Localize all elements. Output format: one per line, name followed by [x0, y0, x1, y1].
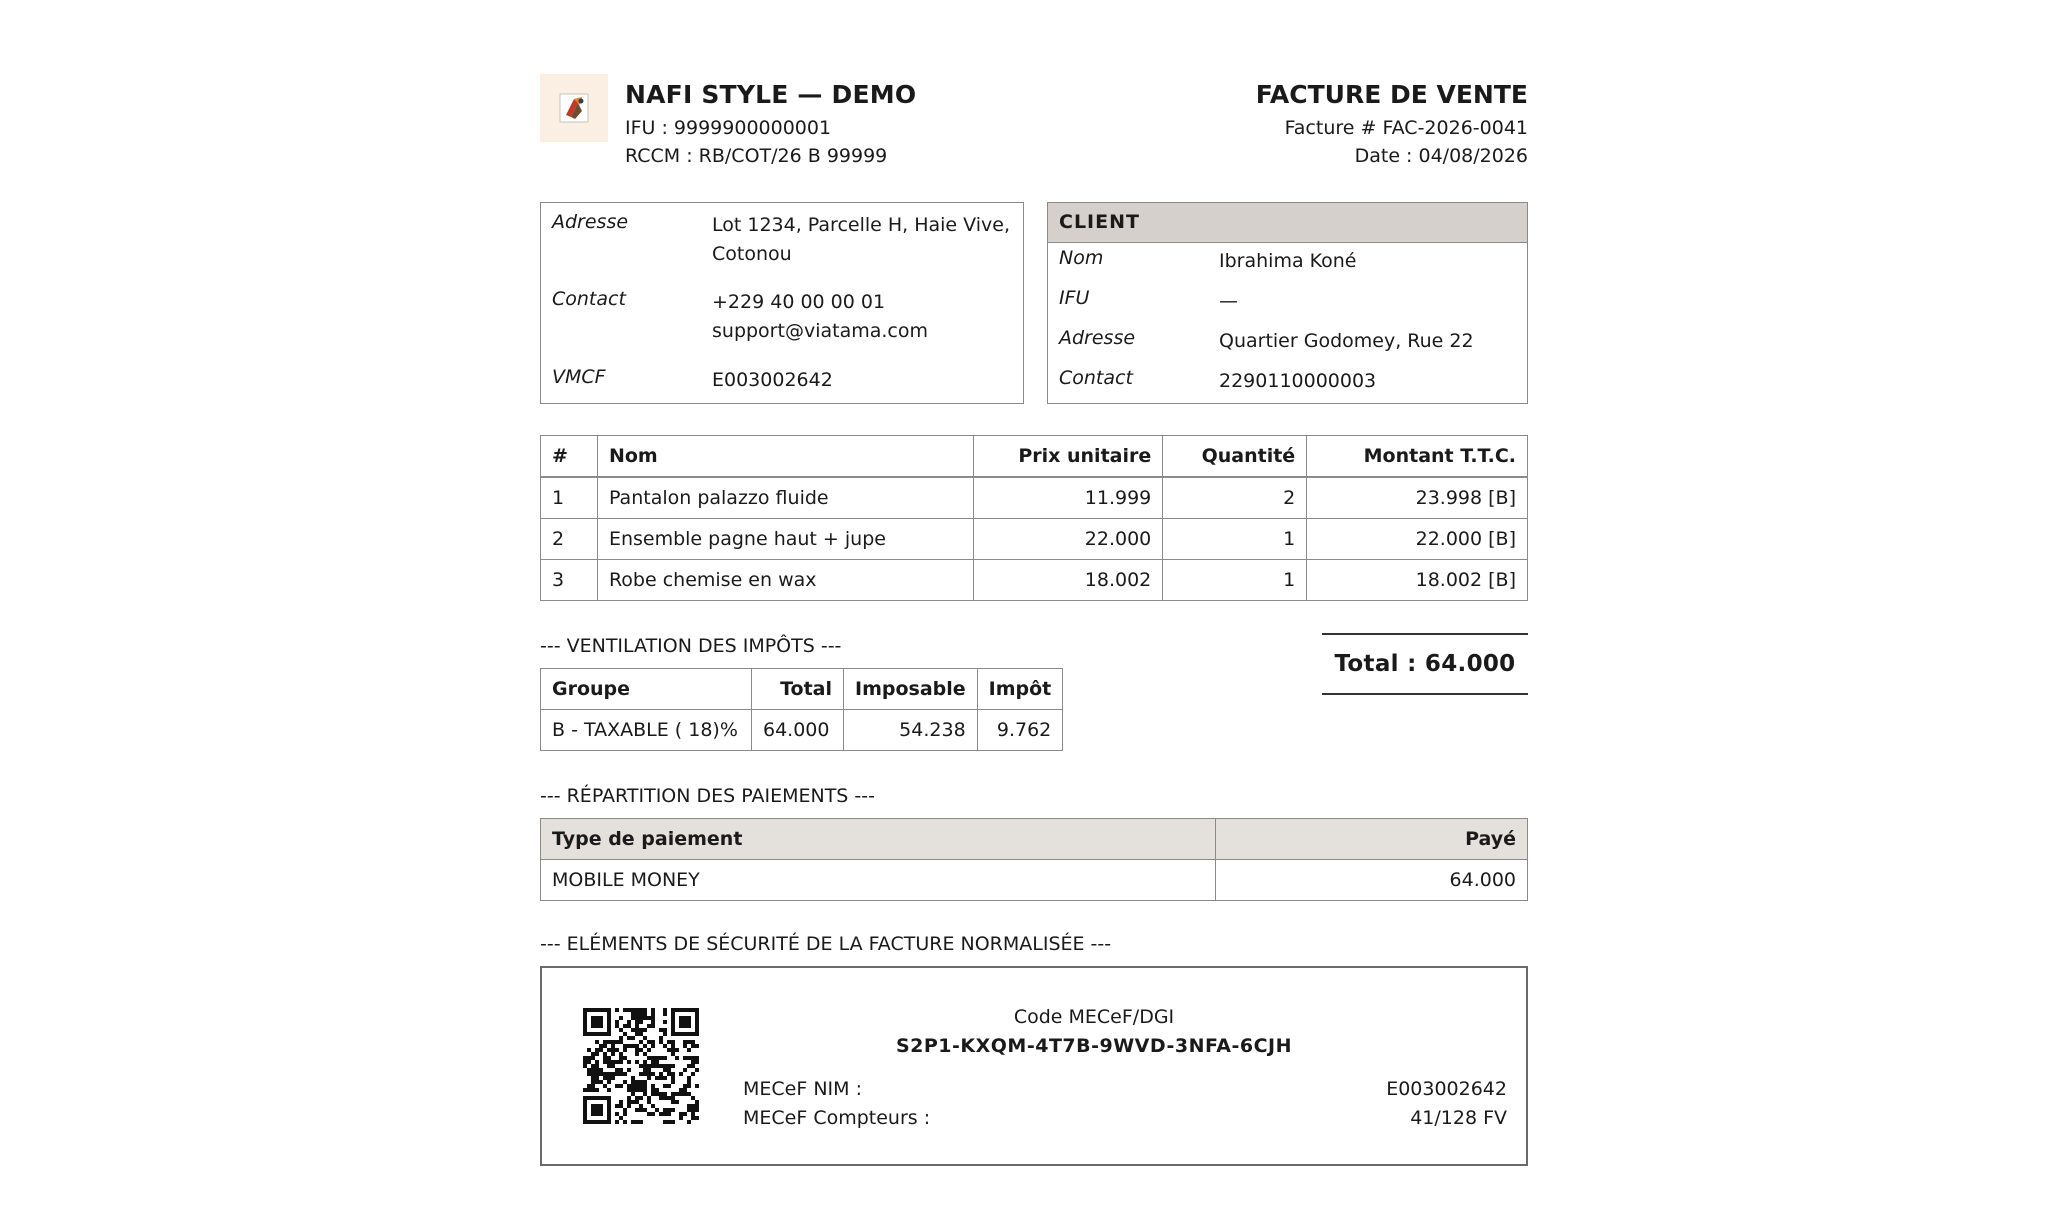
mecef-code-title: Code MECeF/DGI: [1013, 1006, 1175, 1028]
mecef-nim-row: [743, 1078, 1507, 1100]
col-quantity: Quantité: [1163, 436, 1307, 478]
seller-address-line2: Cotonou: [712, 243, 792, 265]
col-group: Groupe: [541, 669, 752, 710]
seller-vmcf: E003002642: [712, 369, 833, 391]
item-unit-price: 22.000: [974, 519, 1163, 560]
col-taxable: Imposable: [844, 669, 978, 710]
item-name: Pantalon palazzo fluide: [597, 477, 973, 519]
items-table: [540, 435, 1528, 601]
item-quantity: 1: [1163, 560, 1307, 601]
item-name: Ensemble pagne haut + jupe: [597, 519, 973, 560]
seller-box: [540, 202, 1024, 404]
mecef-nim-label: MECeF NIM :: [743, 1078, 862, 1100]
table-row: [541, 860, 1528, 901]
client-name-label: Nom: [1059, 247, 1104, 269]
item-quantity: 2: [1163, 477, 1307, 519]
payments-header-row: [541, 819, 1528, 860]
seller-contact-label: Contact: [552, 288, 626, 310]
invoice-total: Total : 64.000: [1322, 633, 1528, 695]
client-ifu: —: [1219, 290, 1238, 312]
item-name: Robe chemise en wax: [597, 560, 973, 601]
col-name: Nom: [597, 436, 973, 478]
mecef-code-value: S2P1-KXQM-4T7B-9WVD-3NFA-6CJH: [895, 1035, 1293, 1057]
col-tax: Impôt: [977, 669, 1063, 710]
payment-type: MOBILE MONEY: [541, 860, 1216, 901]
tax-total: 64.000: [752, 710, 844, 751]
payments-table: [540, 818, 1528, 901]
taxes-header-row: [541, 669, 1063, 710]
seller-phone: +229 40 00 00 01: [712, 291, 886, 313]
seller-email: support@viatama.com: [712, 320, 928, 342]
client-contact: 2290110000003: [1219, 370, 1377, 392]
item-index: 1: [541, 477, 598, 519]
col-index: #: [541, 436, 598, 478]
tax-group: B - TAXABLE ( 18)%: [541, 710, 752, 751]
invoice-date: Date : 04/08/2026: [1354, 145, 1528, 167]
client-box: [1047, 202, 1528, 404]
seller-vmcf-label: VMCF: [552, 366, 606, 388]
col-total: Total: [752, 669, 844, 710]
payment-paid: 64.000: [1216, 860, 1528, 901]
table-row: [541, 560, 1528, 601]
brand-logo-icon: [540, 74, 608, 142]
client-address-label: Adresse: [1059, 327, 1136, 349]
item-unit-price: 11.999: [974, 477, 1163, 519]
security-section-label: --- ELÉMENTS DE SÉCURITÉ DE LA FACTURE NORMALISÉE ---: [540, 933, 1112, 955]
client-heading: CLIENT: [1048, 203, 1527, 243]
item-index: 2: [541, 519, 598, 560]
table-row: [541, 519, 1528, 560]
col-amount: Montant T.T.C.: [1307, 436, 1528, 478]
client-address: Quartier Godomey, Rue 22: [1219, 330, 1474, 352]
client-name: Ibrahima Koné: [1219, 250, 1357, 272]
taxes-table: [540, 668, 1063, 751]
table-row: [541, 710, 1063, 751]
company-block: [625, 80, 916, 167]
company-rccm: RCCM : RB/COT/26 B 99999: [625, 145, 888, 167]
item-amount: 22.000 [B]: [1307, 519, 1528, 560]
info-row: [540, 202, 1528, 408]
client-contact-label: Contact: [1059, 367, 1133, 389]
item-amount: 18.002 [B]: [1307, 560, 1528, 601]
col-payment-type: Type de paiement: [541, 819, 1216, 860]
table-row: [541, 477, 1528, 519]
mecef-counters-value: 41/128 FV: [1410, 1107, 1507, 1129]
invoice-header: [540, 72, 1528, 172]
seller-address-line1: Lot 1234, Parcelle H, Haie Vive,: [712, 214, 1010, 236]
mecef-counters-row: [743, 1107, 1507, 1129]
client-ifu-label: IFU: [1059, 287, 1090, 309]
col-paid: Payé: [1216, 819, 1528, 860]
item-quantity: 1: [1163, 519, 1307, 560]
item-amount: 23.998 [B]: [1307, 477, 1528, 519]
item-unit-price: 18.002: [974, 560, 1163, 601]
col-unit-price: Prix unitaire: [974, 436, 1163, 478]
item-index: 3: [541, 560, 598, 601]
tax-taxable: 54.238: [844, 710, 978, 751]
document-title: FACTURE DE VENTE: [1255, 80, 1528, 109]
document-heading: [1256, 80, 1528, 167]
mecef-nim-value: E003002642: [1386, 1078, 1507, 1100]
payments-section-label: --- RÉPARTITION DES PAIEMENTS ---: [540, 785, 875, 807]
tax-amount: 9.762: [977, 710, 1063, 751]
taxes-section-label: --- VENTILATION DES IMPÔTS ---: [540, 635, 842, 657]
invoice-page: [540, 72, 1528, 1129]
company-ifu: IFU : 9999900000001: [625, 117, 832, 139]
items-header-row: [541, 436, 1528, 478]
security-box: [540, 966, 1528, 1166]
seller-address-label: Adresse: [552, 211, 629, 233]
company-name: NAFI STYLE — DEMO: [625, 80, 917, 109]
invoice-number: Facture # FAC-2026-0041: [1284, 117, 1528, 139]
mecef-counters-label: MECeF Compteurs :: [743, 1107, 931, 1129]
